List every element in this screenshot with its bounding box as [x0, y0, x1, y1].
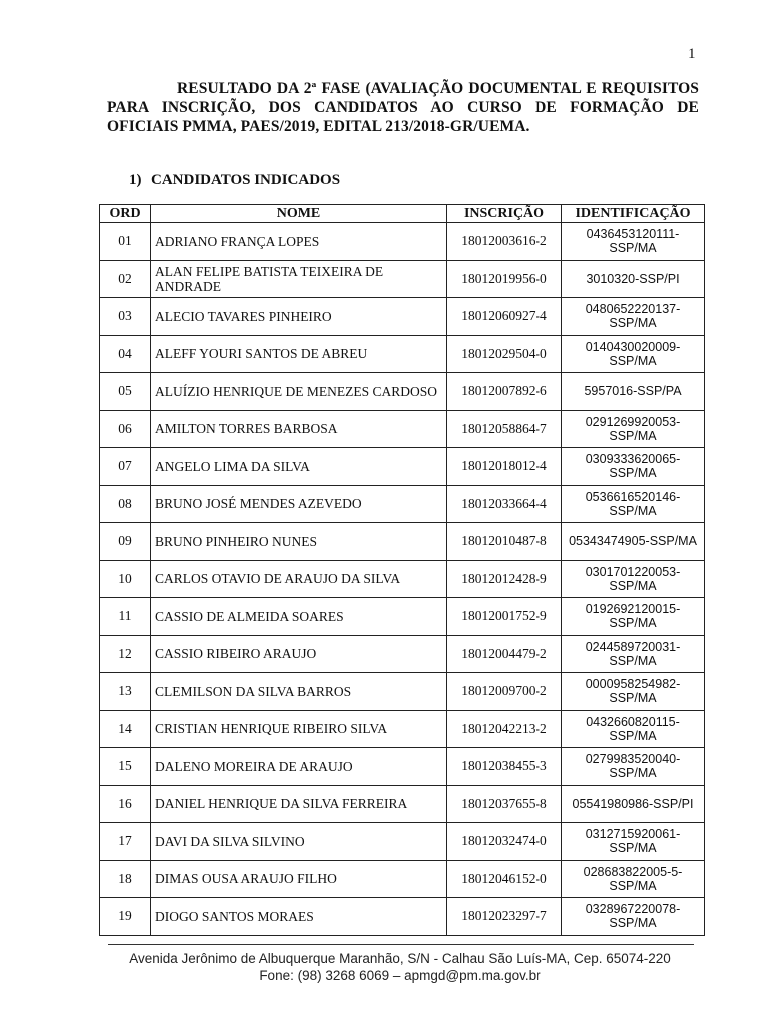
- table-row: [100, 448, 705, 486]
- cell-ord: 05: [100, 373, 151, 411]
- cell-nome: CLEMILSON DA SILVA BARROS: [151, 673, 447, 711]
- table-row: [100, 748, 705, 786]
- cell-nome: BRUNO PINHEIRO NUNES: [151, 523, 447, 561]
- cell-inscricao: 18012046152-0: [447, 860, 562, 898]
- table-row: [100, 223, 705, 261]
- table-row: [100, 560, 705, 598]
- table-row: [100, 860, 705, 898]
- cell-ord: 13: [100, 673, 151, 711]
- table-row: [100, 373, 705, 411]
- cell-nome: ALUÍZIO HENRIQUE DE MENEZES CARDOSO: [151, 373, 447, 411]
- table-row: [100, 523, 705, 561]
- cell-ord: 19: [100, 898, 151, 936]
- cell-inscricao: 18012010487-8: [447, 523, 562, 561]
- cell-inscricao: 18012004479-2: [447, 635, 562, 673]
- cell-identificacao: 0480652220137-SSP/MA: [562, 298, 705, 336]
- cell-ord: 15: [100, 748, 151, 786]
- cell-nome: CASSIO DE ALMEIDA SOARES: [151, 598, 447, 636]
- table-row: [100, 635, 705, 673]
- footer-contact: Fone: (98) 3268 6069 – apmgd@pm.ma.gov.br: [259, 968, 541, 983]
- cell-inscricao: 18012018012-4: [447, 448, 562, 486]
- cell-ord: 04: [100, 335, 151, 373]
- cell-identificacao: 0301701220053-SSP/MA: [562, 560, 705, 598]
- header-ord: ORD: [100, 205, 151, 223]
- cell-ord: 03: [100, 298, 151, 336]
- cell-inscricao: 18012003616-2: [447, 223, 562, 261]
- cell-inscricao: 18012032474-0: [447, 823, 562, 861]
- table-row: [100, 598, 705, 636]
- footer: [100, 950, 700, 984]
- cell-nome: CRISTIAN HENRIQUE RIBEIRO SILVA: [151, 710, 447, 748]
- cell-ord: 17: [100, 823, 151, 861]
- cell-inscricao: 18012038455-3: [447, 748, 562, 786]
- table-row: [100, 298, 705, 336]
- cell-nome: CARLOS OTAVIO DE ARAUJO DA SILVA: [151, 560, 447, 598]
- cell-inscricao: 18012009700-2: [447, 673, 562, 711]
- cell-inscricao: 18012019956-0: [447, 260, 562, 298]
- cell-ord: 12: [100, 635, 151, 673]
- cell-identificacao: 0312715920061-SSP/MA: [562, 823, 705, 861]
- cell-ord: 08: [100, 485, 151, 523]
- cell-identificacao: 3010320-SSP/PI: [562, 260, 705, 298]
- cell-nome: CASSIO RIBEIRO ARAUJO: [151, 635, 447, 673]
- cell-nome: ALAN FELIPE BATISTA TEIXEIRA DE ANDRADE: [151, 260, 447, 298]
- table-header-row: [100, 205, 705, 223]
- cell-ord: 16: [100, 785, 151, 823]
- table-row: [100, 485, 705, 523]
- footer-address: Avenida Jerônimo de Albuquerque Maranhão, S/N - Calhau São Luís-MA, Cep. 65074-220: [129, 951, 671, 966]
- cell-ord: 11: [100, 598, 151, 636]
- cell-ord: 06: [100, 410, 151, 448]
- cell-ord: 09: [100, 523, 151, 561]
- cell-identificacao: 0192692120015-SSP/MA: [562, 598, 705, 636]
- cell-identificacao: 0436453120111-SSP/MA: [562, 223, 705, 261]
- cell-identificacao: 0244589720031-SSP/MA: [562, 635, 705, 673]
- header-nome: NOME: [151, 205, 447, 223]
- cell-identificacao: 0432660820115-SSP/MA: [562, 710, 705, 748]
- cell-identificacao: 0536616520146-SSP/MA: [562, 485, 705, 523]
- cell-inscricao: 18012007892-6: [447, 373, 562, 411]
- table-row: [100, 673, 705, 711]
- cell-inscricao: 18012023297-7: [447, 898, 562, 936]
- cell-ord: 01: [100, 223, 151, 261]
- cell-nome: DIOGO SANTOS MORAES: [151, 898, 447, 936]
- cell-inscricao: 18012029504-0: [447, 335, 562, 373]
- document-title-text: RESULTADO DA 2ª FASE (AVALIAÇÃO DOCUMENTAL E REQUISITOS PARA INSCRIÇÃO, DOS CANDIDATOS AO CURSO DE FORMAÇÃO DE OFICIAIS PMMA, PAES/2019, EDITAL 213/2018-GR/UEMA.: [107, 80, 699, 135]
- cell-nome: DANIEL HENRIQUE DA SILVA FERREIRA: [151, 785, 447, 823]
- cell-nome: ALECIO TAVARES PINHEIRO: [151, 298, 447, 336]
- table-row: [100, 260, 705, 298]
- table-body: [100, 223, 705, 936]
- cell-identificacao: 0291269920053-SSP/MA: [562, 410, 705, 448]
- cell-nome: ANGELO LIMA DA SILVA: [151, 448, 447, 486]
- cell-identificacao: 0000958254982-SSP/MA: [562, 673, 705, 711]
- cell-inscricao: 18012012428-9: [447, 560, 562, 598]
- section-number: 1): [129, 172, 142, 188]
- section-heading-text: CANDIDATOS INDICADOS: [151, 172, 341, 188]
- cell-inscricao: 18012058864-7: [447, 410, 562, 448]
- table-row: [100, 410, 705, 448]
- cell-inscricao: 18012037655-8: [447, 785, 562, 823]
- table-row: [100, 898, 705, 936]
- cell-identificacao: 0279983520040-SSP/MA: [562, 748, 705, 786]
- cell-nome: ADRIANO FRANÇA LOPES: [151, 223, 447, 261]
- table-row: [100, 710, 705, 748]
- cell-inscricao: 18012001752-9: [447, 598, 562, 636]
- cell-identificacao: 028683822005-5-SSP/MA: [562, 860, 705, 898]
- candidates-table: [99, 204, 705, 936]
- cell-nome: DALENO MOREIRA DE ARAUJO: [151, 748, 447, 786]
- cell-inscricao: 18012060927-4: [447, 298, 562, 336]
- page-number: 1: [688, 46, 696, 62]
- cell-ord: 18: [100, 860, 151, 898]
- cell-identificacao: 0328967220078-SSP/MA: [562, 898, 705, 936]
- cell-nome: BRUNO JOSÉ MENDES AZEVEDO: [151, 485, 447, 523]
- cell-nome: DAVI DA SILVA SILVINO: [151, 823, 447, 861]
- cell-nome: ALEFF YOURI SANTOS DE ABREU: [151, 335, 447, 373]
- cell-inscricao: 18012033664-4: [447, 485, 562, 523]
- cell-inscricao: 18012042213-2: [447, 710, 562, 748]
- table-row: [100, 785, 705, 823]
- cell-ord: 10: [100, 560, 151, 598]
- cell-ord: 14: [100, 710, 151, 748]
- cell-nome: AMILTON TORRES BARBOSA: [151, 410, 447, 448]
- cell-identificacao: 0309333620065-SSP/MA: [562, 448, 705, 486]
- document-title: [107, 79, 699, 136]
- header-identificacao: IDENTIFICAÇÃO: [562, 205, 705, 223]
- cell-ord: 07: [100, 448, 151, 486]
- table-row: [100, 335, 705, 373]
- cell-identificacao: 5957016-SSP/PA: [562, 373, 705, 411]
- cell-identificacao: 05343474905-SSP/MA: [562, 523, 705, 561]
- cell-ord: 02: [100, 260, 151, 298]
- header-inscricao: INSCRIÇÃO: [447, 205, 562, 223]
- footer-divider: [108, 944, 694, 945]
- section-heading: [129, 172, 340, 189]
- table-row: [100, 823, 705, 861]
- cell-identificacao: 05541980986-SSP/PI: [562, 785, 705, 823]
- cell-nome: DIMAS OUSA ARAUJO FILHO: [151, 860, 447, 898]
- cell-identificacao: 0140430020009-SSP/MA: [562, 335, 705, 373]
